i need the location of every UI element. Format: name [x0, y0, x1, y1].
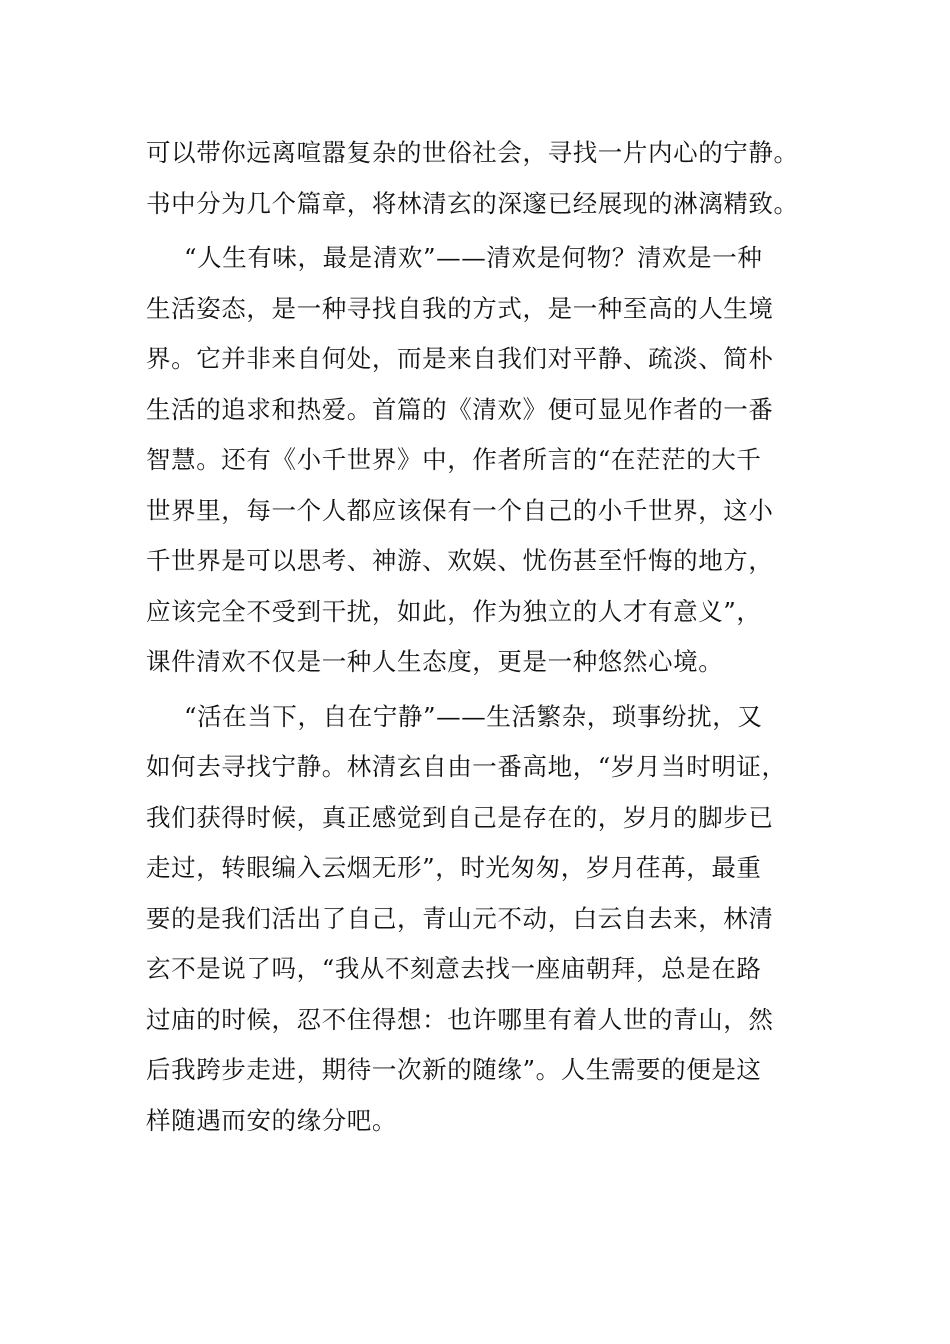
text-line: 生活姿态，是一种寻找自我的方式，是一种至高的人生境: [146, 293, 774, 323]
text-line: 过庙的时候，忍不住得想：也许哪里有着人世的青山，然: [146, 1004, 774, 1034]
text-line: 后我跨步走进，期待一次新的随缘”。人生需要的便是这: [146, 1055, 762, 1084]
text-line: 书中分为几个篇章，将林清玄的深邃已经展现的淋漓精致。: [146, 188, 799, 218]
text-line: “人生有味，最是清欢”——清欢是何物？清欢是一种: [184, 243, 763, 272]
paragraph-1: [146, 128, 806, 229]
text-line: 应该完全不受到干扰，如此，作为独立的人才有意义”，: [146, 596, 762, 626]
text-line: 样随遇而安的缘分吧。: [146, 1105, 397, 1135]
paragraph-2: [146, 233, 806, 688]
text-line: 课件清欢不仅是一种人生态度，更是一种悠然心境。: [146, 647, 724, 676]
text-line: 界。它并非来自何处，而是来自我们对平静、疏淡、简朴: [146, 344, 774, 373]
text-line: 走过，转眼编入云烟无形”，时光匆匆，岁月荏苒，最重: [146, 853, 762, 882]
text-line: “活在当下，自在宁静”——生活繁杂，琐事纷扰，又: [184, 701, 763, 731]
text-line: 生活的追求和热爱。首篇的《清欢》便可显见作者的一番: [146, 394, 774, 424]
text-line: 玄不是说了吗，“我从不刻意去找一座庙朝拜，总是在路: [146, 954, 762, 983]
text-line: 千世界是可以思考、神游、欢娱、忧伤甚至忏悔的地方，: [146, 546, 774, 575]
text-line: 智慧。还有《小千世界》中，作者所言的“在茫茫的大千: [146, 445, 762, 474]
text-line: 世界里，每一个人都应该保有一个自己的小千世界，这小: [146, 495, 774, 525]
text-line: 我们获得时候，真正感觉到自己是存在的，岁月的脚步已: [146, 802, 774, 832]
text-line: 可以带你远离喧嚣复杂的世俗社会，寻找一片内心的宁静。: [146, 138, 799, 167]
text-line: 如何去寻找宁静。林清玄自由一番高地，“岁月当时明证，: [146, 752, 787, 781]
text-line: 要的是我们活出了自己，青山元不动，白云自去来，林清: [146, 903, 774, 933]
body-text: [146, 128, 806, 1146]
paragraph-3: [146, 692, 806, 1147]
